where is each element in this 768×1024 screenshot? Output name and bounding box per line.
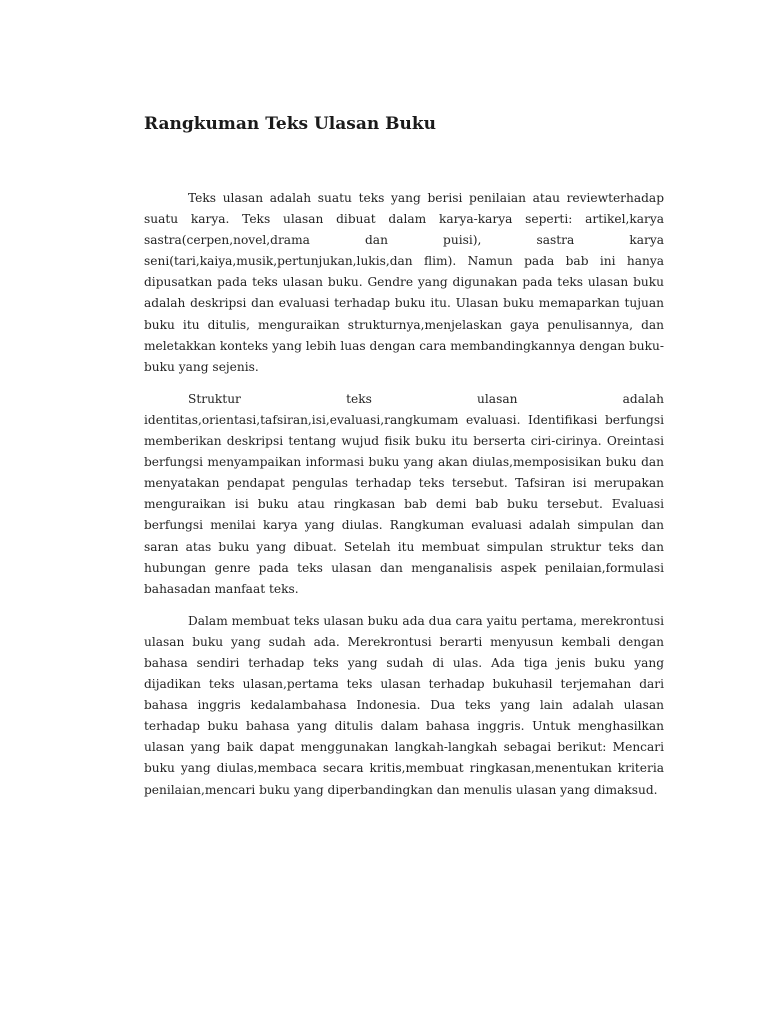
paragraph-structure: Struktur teks ulasan adalah identitas,orientasi,tafsiran,isi,evaluasi,rangkumam evaluasi. Identifikasi berfungsi memberikan deskripsi tentang wujud fisik buku itu berserta ciri-cirinya. Oreintasi berfungsi menyampaikan informasi buku yang akan diulas,memposisikan buku dan menyatakan pendapat pengulas terhadap teks tersebut. Tafsiran isi merupakan menguraikan isi buku atau ringkasan bab demi bab buku tersebut. Evaluasi berfungsi menilai karya yang diulas. Rangkuman evaluasi adalah simpulan dan saran atas buku yang dibuat. Setelah itu membuat simpulan struktur teks dan hubungan genre pada teks ulasan dan menganalisis aspek penilaian,formulasi bahasadan manfaat teks. bbox=[144, 391, 664, 596]
document-body bbox=[144, 188, 664, 812]
paragraph-definition: Teks ulasan adalah suatu teks yang berisi penilaian atau reviewterhadap suatu karya. Teks ulasan dibuat dalam karya-karya seperti: artikel,karya sastra(cerpen,novel,drama dan puisi), sastra karya seni(tari,kaiya,musik,pertunjukan,lukis,dan flim). Namun pada bab ini hanya dipusatkan pada teks ulasan buku. Gendre yang digunakan pada teks ulasan buku adalah deskripsi dan evaluasi terhadap buku itu. Ulasan buku memaparkan tujuan buku itu ditulis, menguraikan strukturnya,menjelaskan gaya penulisannya, dan meletakkan konteks yang lebih luas dengan cara membandingkannya dengan buku-buku yang sejenis. bbox=[144, 191, 664, 374]
paragraph-writing-method: Dalam membuat teks ulasan buku ada dua cara yaitu pertama, merekrontusi ulasan buku yang sudah ada. Merekrontusi berarti menyusun kembali dengan bahasa sendiri terhadap teks yang sudah di ulas. Ada tiga jenis buku yang dijadikan teks ulasan,pertama teks ulasan terhadap bukuhasil terjemahan dari bahasa inggris kedalambahasa Indonesia. Dua teks yang lain adalah ulasan terhadap buku bahasa yang ditulis dalam bahasa inggris. Untuk menghasilkan ulasan yang baik dapat menggunakan langkah-langkah sebagai berikut: Mencari buku yang diulas,membaca secara kritis,membuat ringkasan,menentukan kriteria penilaian,mencari buku yang diperbandingkan dan menulis ulasan yang dimaksud. bbox=[144, 613, 664, 797]
document-title: Rangkuman Teks Ulasan Buku bbox=[144, 114, 437, 134]
